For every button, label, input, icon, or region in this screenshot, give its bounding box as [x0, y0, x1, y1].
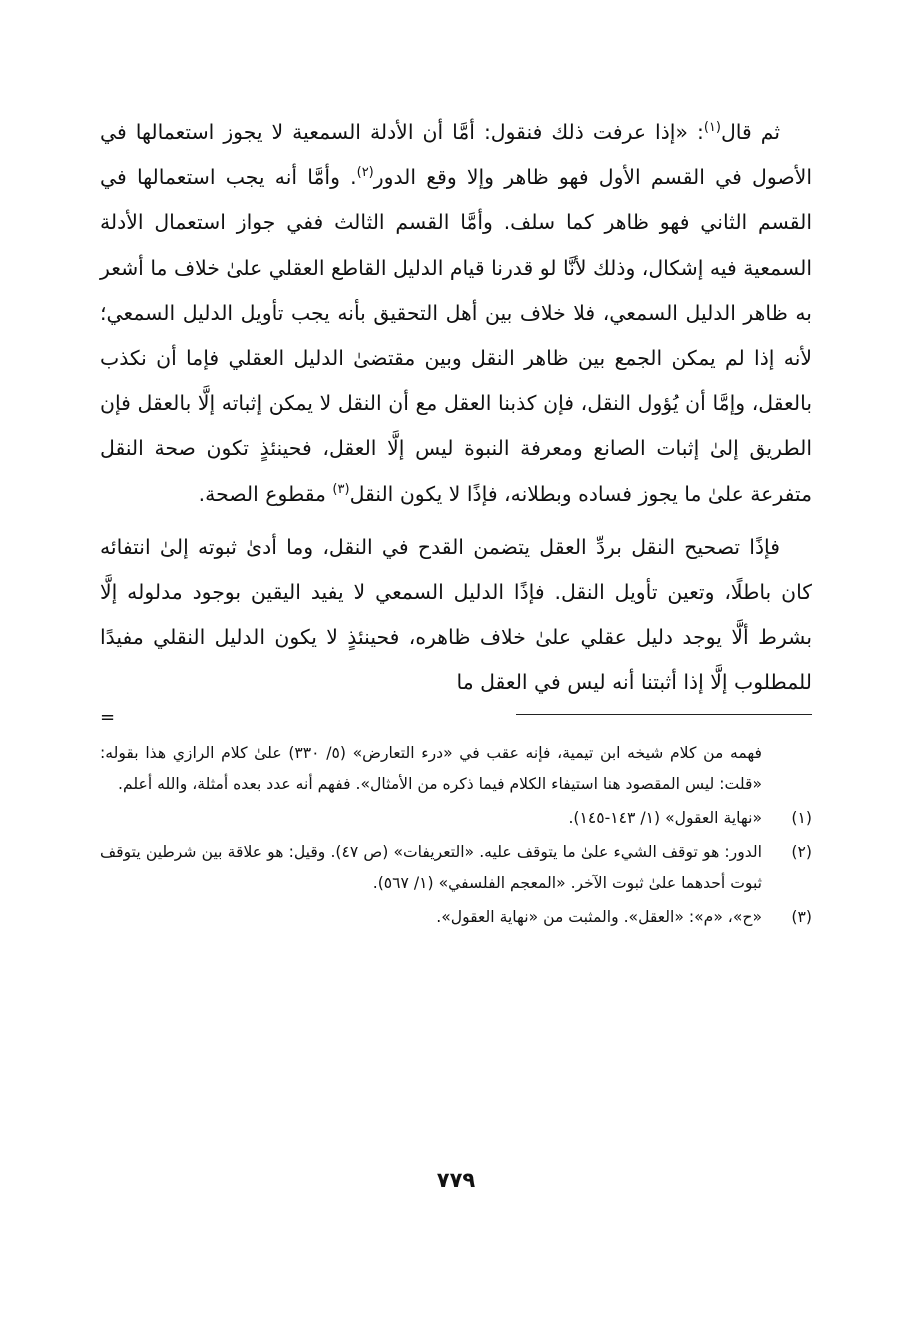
footnote-number: (٣): [791, 907, 812, 926]
footnote-number: (٢): [791, 842, 812, 861]
footnote-ref-1: (١): [703, 120, 721, 135]
page-number: ٧٧٩: [436, 1168, 476, 1192]
paragraph-1-end: مقطوع الصحة.: [198, 481, 333, 506]
paragraph-1-start: ثم قال: [720, 120, 780, 144]
footnote-separator: [100, 708, 812, 738]
footnote-text: الدور: هو توقف الشيء علىٰ ما يتوقف عليه. «التعريفات» (ص ٤٧). وقيل: هو علاقة بين شرطين يتوقف ثبوت أحدهما علىٰ ثبوت الآخر. «المعجم الفلسفي» (١/ ٥٦٧).: [100, 842, 762, 892]
continuation-mark: =: [100, 706, 116, 728]
page: [100, 110, 812, 1310]
paragraph-1-quote: : «إذا عرفت ذلك فنقول: أمَّا أن الأدلة السمعية لا يجوز استعمالها في الأصول في القسم الأول فهو ظاهر وإلا وقع الدور: [100, 120, 812, 190]
footnote-continued: فهمه من كلام شيخه ابن تيمية، فإنه عقب في «درء التعارض» (٥/ ٣٣٠) علىٰ كلام الرازي هذا بقوله: «قلت: ليس المقصود هنا استيفاء الكلام فيما ذكره من الأمثال». ففهم أنه عدد بعده أمثلة، والله أعلم.: [100, 743, 762, 793]
footnote-2: [100, 837, 812, 899]
footnote-rule: [516, 714, 812, 715]
paragraph-2: فإذًا تصحيح النقل بردِّ العقل يتضمن القدح في النقل، وما أدىٰ ثبوته إلىٰ انتفائه كان باطلًا، وتعين تأويل النقل. فإذًا الدليل السمعي لا يفيد اليقين بوجود مدلوله إلَّا بشرط ألَّا يوجد دليل عقلي علىٰ خلاف ظاهره، فحينئذٍ لا يكون الدليل النقلي مفيدًا للمطلوب إلَّا إذا أثبتنا أنه ليس في العقل ما: [100, 534, 812, 695]
footnote-text: «نهاية العقول» (١/ ١٤٣-١٤٥).: [568, 808, 762, 827]
footnote-1: [100, 803, 812, 834]
footnote-text: «ح»، «م»: «العقل». والمثبت من «نهاية العقول».: [436, 907, 762, 926]
footnotes: [100, 738, 812, 933]
footnote-number: (١): [791, 808, 812, 827]
footnote-ref-2: (٢): [356, 165, 374, 181]
footnote-3: [100, 902, 812, 933]
paragraph-1: [100, 110, 812, 517]
footnote-ref-3: (٣): [332, 481, 350, 497]
paragraph-1-middle: . وأمَّا أنه يجب استعمالها في القسم الثاني فهو ظاهر كما سلف. وأمَّا القسم الثالث ففي جواز استعمال الأدلة السمعية فيه إشكال، وذلك لأنَّا لو قدرنا قيام الدليل القاطع العقلي علىٰ خلاف ما أشعر به ظاهر الدليل السمعي، فلا خلاف بين أهل التحقيق بأنه يجب تأويل الدليل السمعي؛ لأنه إذا لم يمكن الجمع بين ظاهر النقل وبين مقتضىٰ الدليل العقلي فإما أن نكذب بالعقل، وإمَّا أن يُؤول النقل، فإن كذبنا العقل مع أن النقل لا يمكن إثباته إلَّا بالعقل فإن الطريق إلىٰ إثبات الصانع ومعرفة النبوة ليس إلَّا العقل، فحينئذٍ تكون صحة النقل متفرعة علىٰ ما يجوز فساده وبطلانه، فإذًا لا يكون النقل: [100, 165, 812, 506]
main-text: [100, 110, 812, 706]
